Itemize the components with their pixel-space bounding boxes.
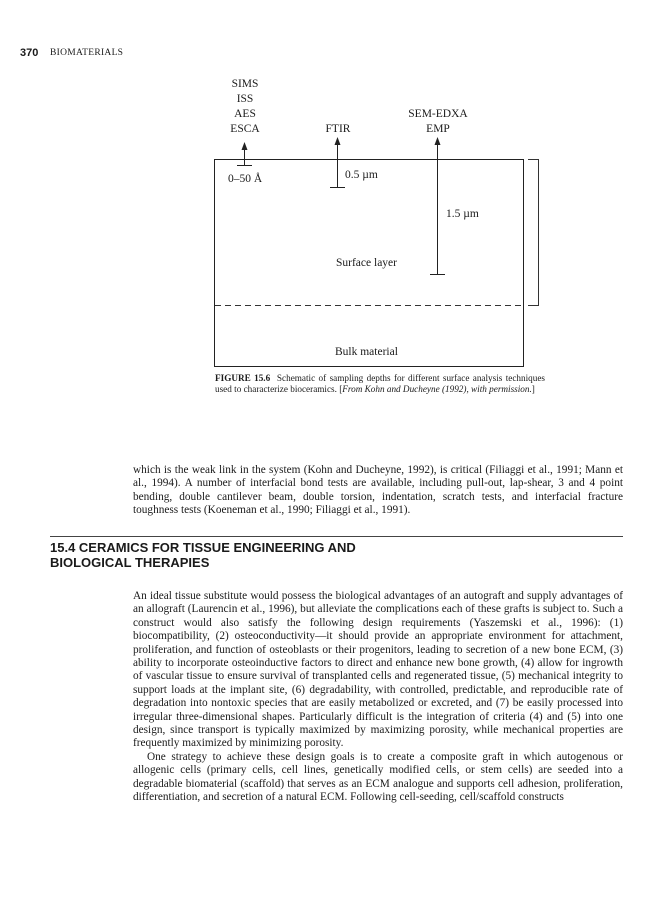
techniques-right-label	[396, 107, 480, 137]
section-body	[133, 590, 623, 805]
surface-layer-label: Surface layer	[336, 257, 397, 269]
technique-esca: ESCA	[230, 123, 260, 135]
caption-end: ]	[531, 384, 535, 395]
depth-label-half-micron: 0.5 µm	[345, 169, 378, 181]
section-title-line-2: BIOLOGICAL THERAPIES	[50, 555, 210, 570]
depth-label-angstrom: 0–50 Å	[228, 173, 263, 185]
surface-layer-bracket	[528, 160, 539, 306]
paragraph-ideal-tissue: An ideal tissue substitute would possess the biological advantages of an autograft and supply advantages of an allograft (Laurencin et al., 1996), but alleviate the complications each of these grafts is subject to. Such a construct would also satisfy the following design requirements (Yaszemski et al., 1996): (1) biocompatibility, (2) osteoconductivity—it should provide an appropriate environment for attachment, proliferation, and function of osteoblasts or their progenitors, leading to secretion of a new bone ECM, (3) ability to incorporate osteoinductive factors to direct and enhance new bone growth, (4) allow for ingrowth of vascular tissue to ensure survival of transplanted cells and regenerated tissue, (5) mechanical integrity to support loads at the implant site, (6) degradability, with controlled, predictable, and reproducible rate of degradation into nontoxic species that are easily metabolized or excreted, and (7) be easily processed into irregular three-dimensional shapes. Particularly difficult is the integration of criteria (4) and (5) into one design, since transport is typically maximized by maximizing porosity, while mechanical properties are frequently maximized by minimizing porosity.	[133, 590, 623, 750]
caption-source: From Kohn and Ducheyne (1992), with permission.	[342, 384, 532, 395]
techniques-left-label	[219, 77, 271, 137]
caption-text: Schematic of sampling depths for different surface analysis techniques used to characterize bioceramics. [	[215, 373, 546, 395]
emp-arrowhead	[435, 137, 441, 145]
technique-emp: EMP	[426, 123, 450, 135]
paragraph-composite-graft: One strategy to achieve these design goals is to create a composite graft in which autogenous or allogenic cells (primary cells, cell lines, genetically modified cells, or stem cells) are seeded into a degradable biomaterial (scaffold) that serves as an ECM analogue and supports cell adhesion, proliferation, differentiation, and secretion of a natural ECM. Following cell-seeding, cell/scaffold constructs	[133, 750, 623, 804]
caption-label: FIGURE 15.6	[215, 373, 271, 383]
paragraph-interfacial-tests	[133, 464, 623, 518]
technique-sims: SIMS	[231, 78, 259, 90]
technique-sem-edxa: SEM-EDXA	[408, 108, 468, 120]
page-number: 370	[20, 47, 39, 59]
paragraph-text: which is the weak link in the system (Kohn and Ducheyne, 1992), is critical (Filiaggi et al., 1991; Mann et al., 1994). A number of interfacial bond tests are available, including pull-out, lap-shear, 3 and 4 point bending, double cantilever beam, double torsion, indentation, scratch tests, and interfacial fracture toughness tests (Koeneman et al., 1990; Filiaggi et al., 1991).	[133, 464, 623, 517]
section-rule	[50, 536, 623, 537]
esca-arrowhead	[242, 142, 248, 150]
figure-caption	[215, 373, 545, 396]
depth-label-1-5-micron: 1.5 µm	[446, 208, 479, 220]
running-title: BIOMATERIALS	[50, 48, 124, 58]
bulk-material-label: Bulk material	[335, 346, 398, 358]
section-heading	[50, 540, 610, 570]
technique-aes: AES	[234, 108, 256, 120]
section-title-line-1: 15.4 CERAMICS FOR TISSUE ENGINEERING AND	[50, 540, 356, 555]
technique-ftir: FTIR	[325, 123, 351, 135]
technique-iss: ISS	[236, 93, 254, 105]
ftir-arrowhead	[335, 137, 341, 145]
